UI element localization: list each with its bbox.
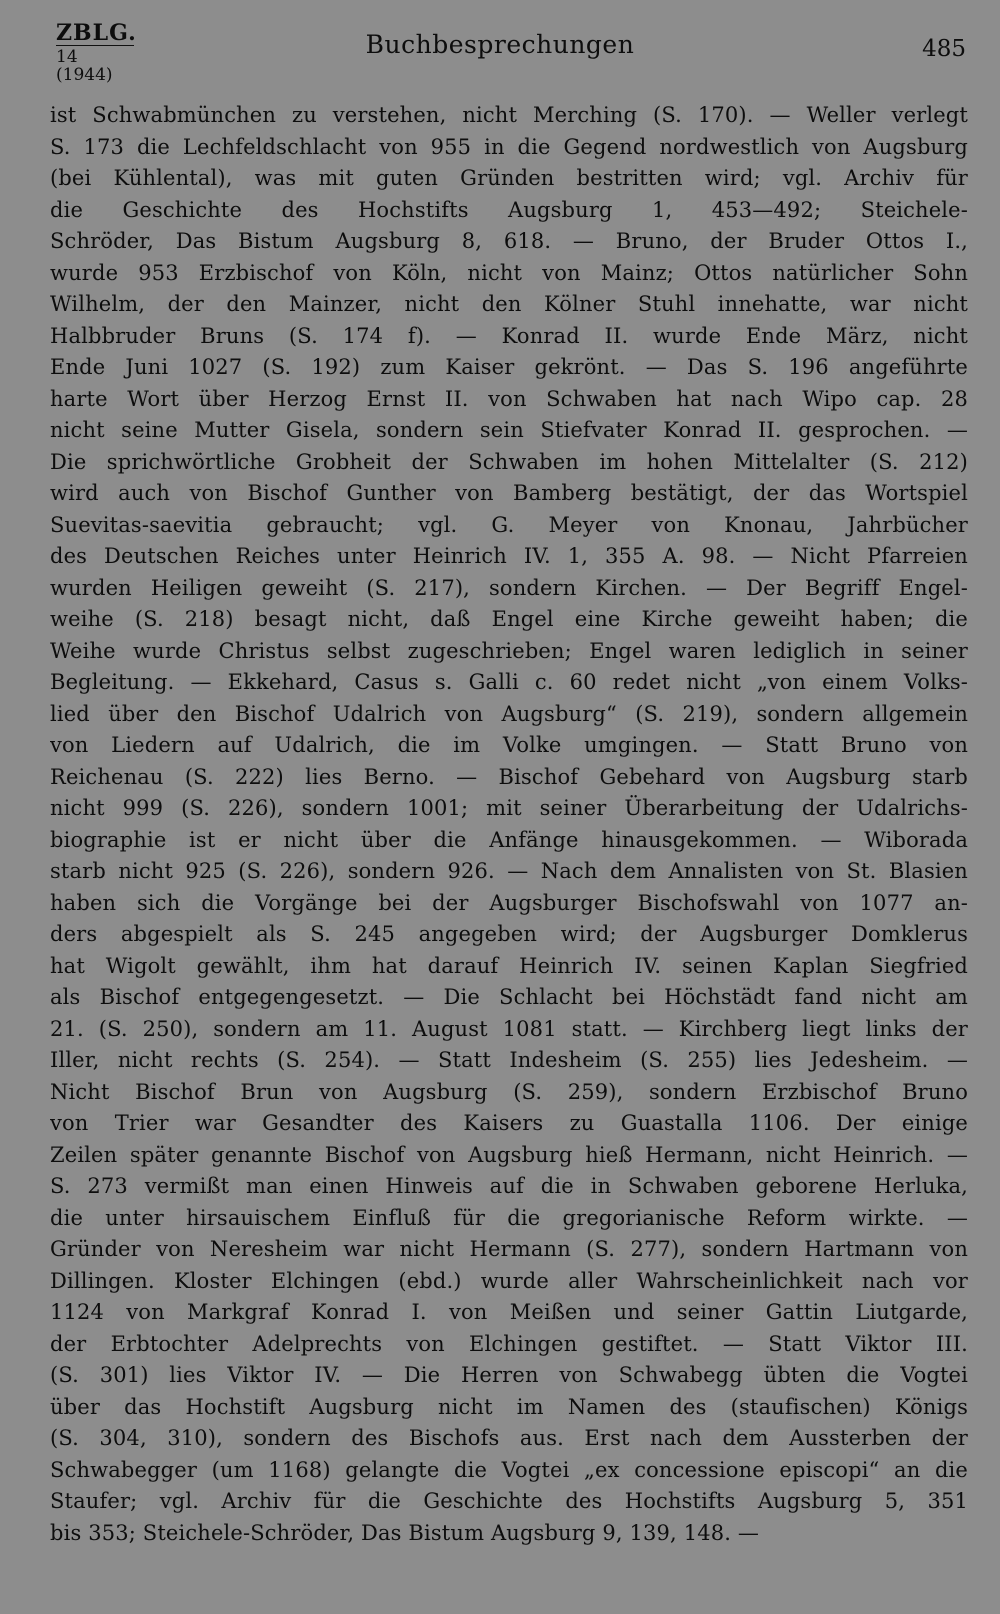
text-line: Die sprichwörtliche Grobheit der Schwaben im hohen Mittelalter (S. 212) — [50, 449, 968, 474]
text-line: 21. (S. 250), sondern am 11. August 1081 statt. — Kirchberg liegt links der — [50, 1016, 968, 1041]
page-number: 485 — [922, 36, 966, 62]
text-line: von Liedern auf Udalrich, die im Volke umgingen. — Statt Bruno von — [50, 733, 968, 757]
text-line: Ende Juni 1027 (S. 192) zum Kaiser gekrönt. — Das S. 196 angeführte — [50, 355, 968, 379]
text-line: biographie ist er nicht über die Anfänge hinausgekommen. — Wiborada — [50, 827, 968, 852]
text-line: nicht seine Mutter Gisela, sondern sein Stiefvater Konrad II. gesprochen. — — [50, 418, 968, 442]
body-text — [50, 100, 968, 1549]
text-line: (bei Kühlental), was mit guten Gründen bestritten wird; vgl. Archiv für — [50, 166, 968, 190]
text-line: wurde 953 Erzbischof von Köln, nicht von Mainz; Ottos natürlicher Sohn — [50, 260, 968, 285]
text-line: Begleitung. — Ekkehard, Casus s. Galli c. 60 redet nicht „von einem Volks- — [50, 670, 968, 694]
text-line: Reichenau (S. 222) lies Berno. — Bischof Gebehard von Augsburg starb — [50, 764, 968, 789]
text-line: Staufer; vgl. Archiv für die Geschichte des Hochstifts Augsburg 5, 351 — [50, 1489, 968, 1513]
text-line: Nicht Bischof Brun von Augsburg (S. 259), sondern Erzbischof Bruno — [50, 1079, 968, 1104]
text-line: von Trier war Gesandter des Kaisers zu Guastalla 1106. Der einige — [50, 1111, 968, 1135]
text-line: (S. 304, 310), sondern des Bischofs aus. Erst nach dem Aussterben der — [50, 1426, 968, 1450]
text-line: ist Schwabmünchen zu verstehen, nicht Merching (S. 170). — Weller verlegt — [50, 103, 968, 127]
text-line: nicht 999 (S. 226), sondern 1001; mit seiner Überarbeitung der Udalrichs- — [50, 796, 968, 820]
text-line: die Geschichte des Hochstifts Augsburg 1, 453—492; Steichele- — [50, 197, 968, 222]
text-line: S. 173 die Lechfeldschlacht von 955 in die Gegend nordwestlich von Augsburg — [50, 134, 968, 159]
text-line: ders abgespielt als S. 245 angegeben wird; der Augsburger Domklerus — [50, 922, 968, 946]
text-line: weihe (S. 218) besagt nicht, daß Engel eine Kirche geweiht haben; die — [50, 607, 968, 631]
volume-year: 14 (1944) — [56, 45, 134, 85]
journal-abbreviation: ZBLG. — [56, 20, 137, 46]
text-line: Zeilen später genannte Bischof von Augsburg hieß Hermann, nicht Heinrich. — — [50, 1142, 968, 1167]
text-line: Gründer von Neresheim war nicht Hermann (S. 277), sondern Hartmann von — [50, 1237, 968, 1261]
text-line: hat Wigolt gewählt, ihm hat darauf Heinrich IV. seinen Kaplan Siegfried — [50, 953, 968, 978]
text-line: Schwabegger (um 1168) gelangte die Vogtei „ex concessione episcopi“ an die — [50, 1457, 968, 1482]
text-line: S. 273 vermißt man einen Hinweis auf die in Schwaben geborene Herluka, — [50, 1174, 968, 1198]
text-line: über das Hochstift Augsburg nicht im Namen des (staufischen) Königs — [50, 1394, 968, 1419]
text-line: Suevitas-saevitia gebraucht; vgl. G. Meyer von Knonau, Jahrbücher — [50, 512, 968, 537]
text-line: wurden Heiligen geweiht (S. 217), sondern Kirchen. — Der Begriff Engel- — [50, 575, 968, 600]
text-line: als Bischof entgegengesetzt. — Die Schlacht bei Höchstädt fand nicht am — [50, 985, 968, 1009]
text-line: starb nicht 925 (S. 226), sondern 926. — Nach dem Annalisten von St. Blasien — [50, 859, 968, 883]
text-line: Halbbruder Bruns (S. 174 f). — Konrad II. wurde Ende März, nicht — [50, 323, 968, 348]
text-line: (S. 301) lies Viktor IV. — Die Herren von Schwabegg übten die Vogtei — [50, 1363, 968, 1387]
text-line: haben sich die Vorgänge bei der Augsburger Bischofswahl von 1077 an- — [50, 890, 968, 915]
text-line: Iller, nicht rechts (S. 254). — Statt Indesheim (S. 255) lies Jedesheim. — — [50, 1048, 968, 1072]
text-line: Schröder, Das Bistum Augsburg 8, 618. — Bruno, der Bruder Ottos I., — [50, 229, 968, 253]
text-line: Dillingen. Kloster Elchingen (ebd.) wurde aller Wahrscheinlichkeit nach vor — [50, 1268, 968, 1293]
text-line: bis 353; Steichele-Schröder, Das Bistum Augsburg 9, 139, 148. — — [50, 1520, 760, 1545]
text-line: die unter hirsauischem Einfluß für die gregorianische Reform wirkte. — — [50, 1205, 968, 1230]
text-line: lied über den Bischof Udalrich von Augsburg“ (S. 219), sondern allgemein — [50, 701, 968, 726]
text-line: wird auch von Bischof Gunther von Bamberg bestätigt, der das Wortspiel — [50, 481, 968, 505]
running-title: Buchbesprechungen — [365, 30, 635, 59]
text-line: der Erbtochter Adelprechts von Elchingen gestiftet. — Statt Viktor III. — [50, 1331, 968, 1356]
text-line: harte Wort über Herzog Ernst II. von Schwaben hat nach Wipo cap. 28 — [50, 386, 968, 411]
text-line: 1124 von Markgraf Konrad I. von Meißen und seiner Gattin Liutgarde, — [50, 1300, 968, 1324]
text-line: Weihe wurde Christus selbst zugeschrieben; Engel waren lediglich in seiner — [50, 638, 968, 663]
text-line: Wilhelm, der den Mainzer, nicht den Kölner Stuhl innehatte, war nicht — [50, 292, 968, 316]
text-line: des Deutschen Reiches unter Heinrich IV. 1, 355 A. 98. — Nicht Pfarreien — [50, 544, 968, 568]
